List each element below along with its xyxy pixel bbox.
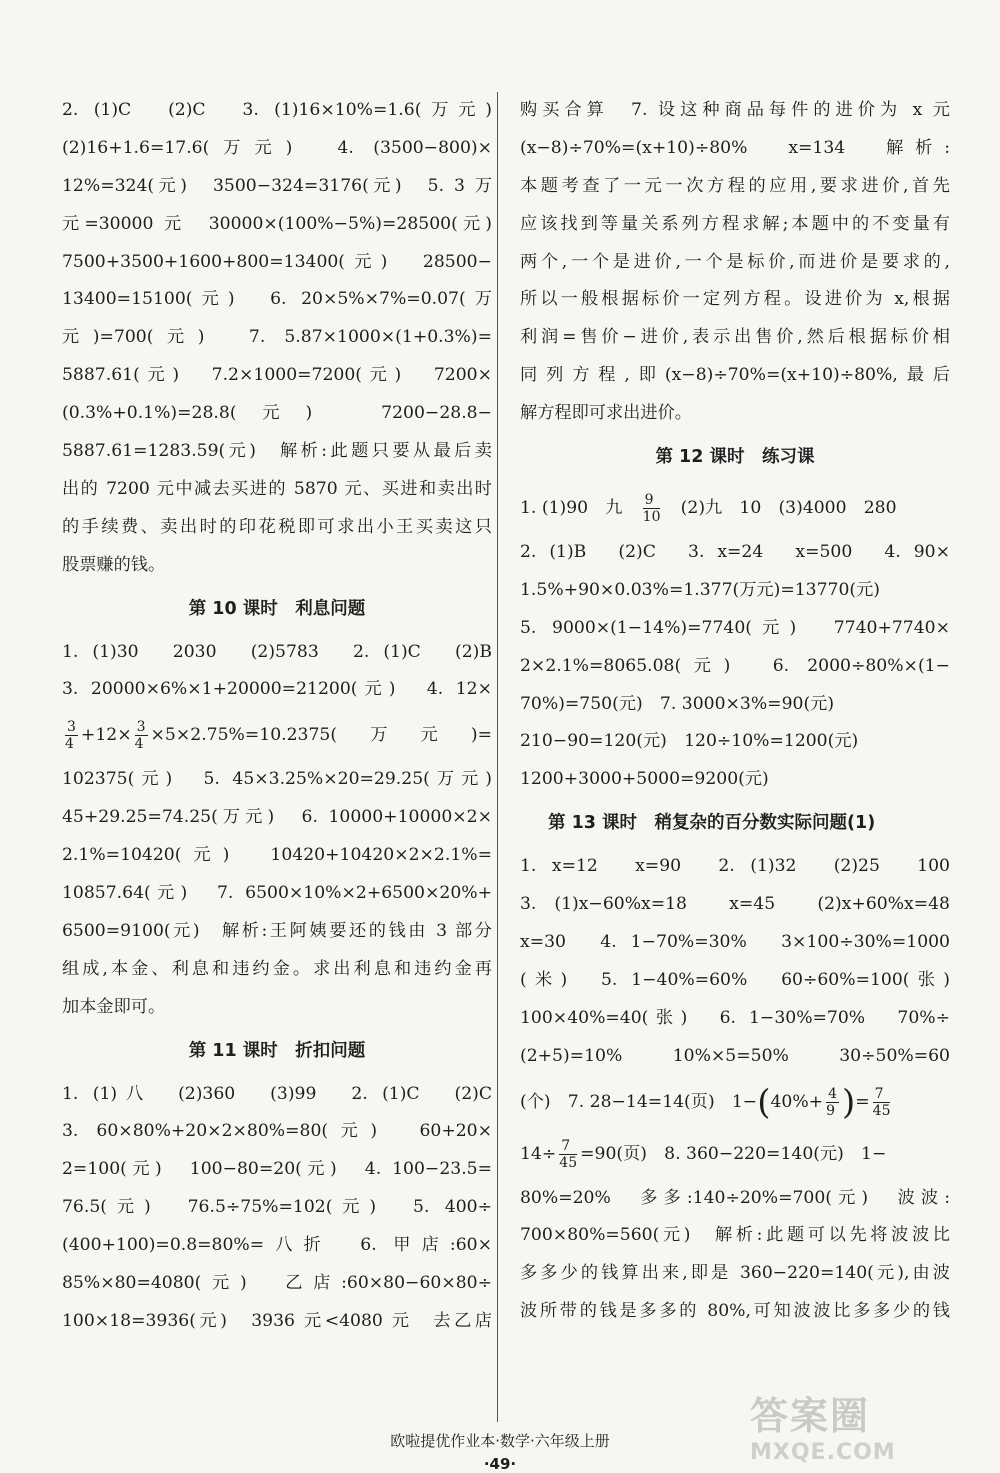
text-line: 利润=售价−进价,表示出售价,然后根据标价相: [520, 327, 950, 348]
text-line: 本题考查了一元一次方程的应用,要求进价,首先: [520, 175, 950, 196]
lesson11-answers: [62, 1076, 492, 1341]
text-line: 100×40%=40(张) 6. 1−30%=70% 70%÷: [520, 1007, 950, 1028]
fraction-line: (个) 7. 28−14=14(页) 1−(40%+ $\frac{4}{9}$ )= $\frac{7}{45}$: [520, 1082, 891, 1123]
text-line: 2×2.1%=8065.08(元) 6. 2000÷80%×(1−: [520, 655, 950, 676]
text-line: 1.5%+90×0.03%=1.377(万元)=13770(元): [520, 579, 881, 600]
lesson13-answers: [520, 848, 950, 1331]
column-divider: [497, 92, 498, 1422]
text-line: 210−90=120(元) 120÷10%=1200(元): [520, 731, 859, 752]
text-line: 6500=9100(元) 解析:王阿姨要还的钱由 3 部分: [62, 920, 492, 941]
text-line: 股票赚的钱。: [62, 554, 166, 575]
text-line: 13400=15100(元) 6. 20×5%×7%=0.07(万: [62, 289, 492, 310]
fraction-line: 14÷ $\frac{7}{45}$ =90(页) 8. 360−220=140(元) 1−: [520, 1137, 887, 1171]
text-line: 3. 60×80%+20×2×80%=80(元) 60+20×: [62, 1121, 492, 1142]
text-line: 波所带的钱是多多的 80%,可知波波比多多少的钱: [520, 1301, 950, 1322]
text-line: 2=100(元) 100−80=20(元) 4. 100−23.5=: [62, 1159, 492, 1180]
text-line: 2. (1)C (2)C 3. (1)16×10%=1.6(万元): [62, 100, 492, 120]
fraction: $\frac{9}{10}$: [642, 492, 661, 526]
text-line: 1200+3000+5000=9200(元): [520, 769, 769, 790]
text-line: 多多少的钱算出来,即是 360−220=140(元),由波: [520, 1263, 950, 1284]
text-line: 70%)=750(元) 7. 3000×3%=90(元): [520, 693, 835, 714]
watermark-text: 答案圈: [750, 1394, 871, 1438]
text-line: 购买合算 7. 设这种商品每件的进价为 x 元: [520, 100, 950, 120]
text-line: 5. 9000×(1−14%)=7740(元) 7740+7740×: [520, 617, 950, 638]
text-line: 2.1%=10420(元) 10420+10420×2×2.1%=: [62, 845, 492, 866]
text-line: 所以一般根据标价一定列方程。设进价为 x,根据: [520, 289, 950, 310]
text-line: 的手续费、卖出时的印花税即可求出小王买卖这只: [62, 516, 492, 537]
text-line: 元)=700(元) 7. 5.87×1000×(1+0.3%)=: [62, 327, 492, 348]
text-line: (0.3%+0.1%)=28.8(元) 7200−28.8−: [62, 403, 492, 424]
text-line: 12%=324(元) 3500−324=3176(元) 5. 3 万: [62, 175, 492, 196]
text-line: 5887.61(元) 7.2×1000=7200(元) 7200×: [62, 365, 492, 386]
text-line: 出的 7200 元中减去买进的 5870 元、买进和卖出时: [62, 478, 492, 499]
text-line: (x−8)÷70%=(x+10)÷80% x=134 解析:: [520, 137, 950, 158]
text-line: 100×18=3936(元) 3936 元<4080 元 去乙店: [62, 1310, 492, 1331]
text-line: 7500+3500+1600+800=13400(元) 28500−: [62, 251, 492, 272]
text-line: x=30 4. 1−70%=30% 3×100÷30%=1000: [520, 932, 950, 953]
text-line: 1. (1)八 (2)360 (3)99 2. (1)C (2)C: [62, 1083, 492, 1104]
text-line: 两个,一个是进价,一个是标价,而进价是要求的,: [520, 251, 950, 272]
watermark-url: MXQE.COM: [750, 1440, 896, 1465]
text-line: 1. (1)30 2030 (2)5783 2. (1)C (2)B: [62, 641, 492, 662]
text-line: (2+5)=10% 10%×5=50% 30÷50%=60: [520, 1045, 950, 1066]
fraction: $\frac{3}{4}$: [65, 719, 76, 753]
text-line: 80%=20% 多多:140÷20%=700(元) 波波:: [520, 1187, 950, 1208]
text-line: 3. 20000×6%×1+20000=21200(元) 4. 12×: [62, 679, 492, 700]
text-line: 85%×80=4080(元) 乙店:60×80−60×80÷: [62, 1273, 492, 1294]
left-column: [62, 92, 492, 1341]
lesson10-answers: [62, 634, 492, 1027]
lesson11-answers-continued: [520, 92, 950, 433]
text-line: 1. x=12 x=90 2. (1)32 (2)25 100: [520, 856, 950, 877]
text-line: 解方程即可求出进价。: [520, 403, 692, 424]
text-line: 45+29.25=74.25(万元) 6. 10000+10000×2×: [62, 807, 492, 828]
fraction-line: $\frac{3}{4}$ +12× $\frac{3}{4}$ ×5×2.75%=10.2375(万元)=: [65, 719, 492, 753]
lesson12-answers: [520, 482, 950, 799]
text-line: 元=30000 元 30000×(100%−5%)=28500(元): [62, 213, 492, 234]
watermark-logo: [750, 1385, 980, 1465]
text-line: 5887.61=1283.59(元) 解析:此题只要从最后卖: [62, 441, 492, 462]
fraction: $\frac{3}{4}$: [134, 719, 146, 753]
text-line: 组成,本金、利息和违约金。求出利息和违约金再: [62, 958, 492, 979]
footer-title: 欧啦提优作业本·数学·六年级上册: [390, 1432, 610, 1450]
section-heading-lesson-12: 第 12 课时 练习课: [655, 447, 815, 468]
right-column: [520, 92, 950, 1331]
text-line: 2. (1)B (2)C 3. x=24 x=500 4. 90×: [520, 542, 950, 563]
fraction: $\frac{7}{45}$: [872, 1085, 891, 1119]
text-line: 102375(元) 5. 45×3.25%×20=29.25(万元): [62, 769, 492, 790]
text-line: 应该找到等量关系列方程求解;本题中的不变量有: [520, 213, 950, 234]
section-heading-lesson-13: 第 13 课时 稍复杂的百分数实际问题(1): [548, 813, 876, 834]
fraction-line: 1. (1)90 九 $\frac{9}{10}$ (2)九 10 (3)4000 280: [520, 492, 897, 526]
section-heading-lesson-10: 第 10 课时 利息问题: [188, 598, 366, 619]
text-line: 同列方程,即(x−8)÷70%=(x+10)÷80%,最后: [520, 365, 950, 386]
text-line: 3. (1)x−60%x=18 x=45 (2)x+60%x=48: [520, 894, 950, 915]
text-line: 加本金即可。: [62, 996, 166, 1017]
fraction: $\frac{7}{45}$: [559, 1137, 578, 1171]
text-line: 76.5(元) 76.5÷75%=102(元) 5. 400÷: [62, 1197, 492, 1218]
text-line: (2)16+1.6=17.6(万元) 4. (3500−800)×: [62, 137, 492, 158]
text-line: (米) 5. 1−40%=60% 60÷60%=100(张): [520, 969, 950, 990]
text-line: 10857.64(元) 7. 6500×10%×2+6500×20%+: [62, 883, 492, 904]
fraction: $\frac{4}{9}$: [826, 1085, 837, 1119]
section-heading-lesson-11: 第 11 课时 折扣问题: [188, 1040, 366, 1061]
lesson9-answers: [62, 92, 492, 585]
page-number: ·49·: [483, 1455, 517, 1473]
text-line: (400+100)=0.8=80%=八折 6. 甲店:60×: [62, 1235, 492, 1256]
text-line: 700×80%=560(元) 解析:此题可以先将波波比: [520, 1225, 950, 1246]
